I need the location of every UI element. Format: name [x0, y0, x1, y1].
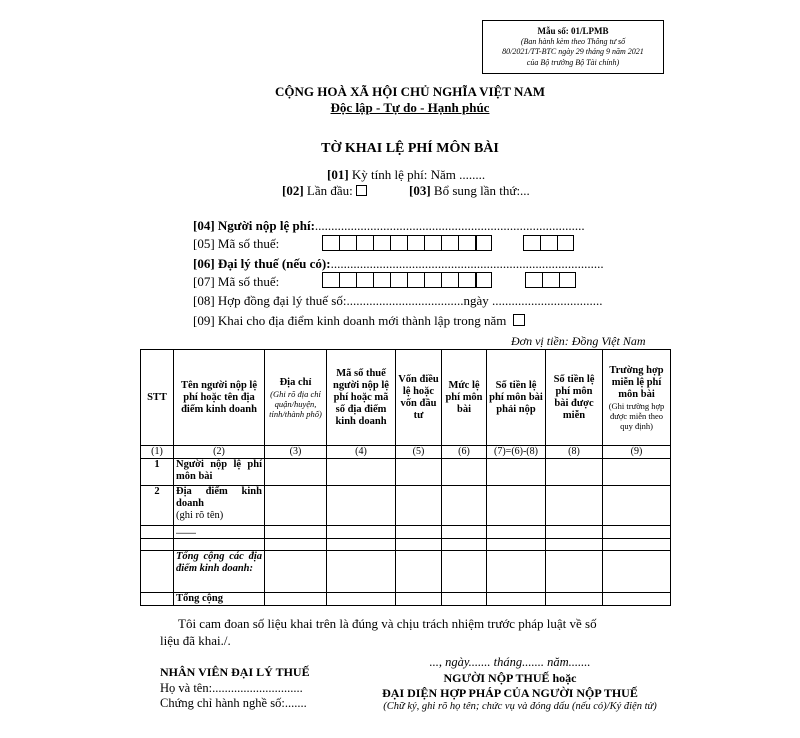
column-number: (7)=(6)-(8) [487, 446, 546, 459]
signer-title-1: NGƯỜI NỘP THUẾ hoặc [443, 671, 577, 685]
col-header-exempt-case-title: Trường hợp miễn lệ phí môn bài [609, 364, 664, 400]
digit-box[interactable] [441, 235, 458, 251]
table-cell[interactable] [265, 486, 327, 526]
col-header-fee-level: Mức lệ phí môn bài [442, 350, 487, 446]
table-cell[interactable] [265, 459, 327, 486]
declaration-text-2: liệu đã khai./. [160, 633, 231, 648]
table-cell[interactable] [487, 486, 546, 526]
table-cell[interactable] [546, 459, 603, 486]
field-03 [409, 183, 530, 199]
row-stt [141, 526, 174, 539]
table-cell[interactable] [265, 593, 327, 606]
field-04-label: [04] Người nộp lệ phí: [193, 218, 315, 233]
field-08[interactable]: [08] Hợp đồng đại lý thuế số:....................................ngày .................................. [193, 293, 603, 308]
agent-certificate[interactable]: Chứng chỉ hành nghề số:....... [160, 696, 307, 710]
form-code-box [482, 20, 664, 74]
digit-box[interactable] [424, 235, 441, 251]
field-02-code: [02] [282, 183, 304, 198]
motto-text: Độc lập - Tự do - Hạnh phúc [330, 100, 490, 115]
digit-box[interactable] [339, 235, 356, 251]
digit-box[interactable] [540, 235, 557, 251]
row-name-title: Địa điểm kinh doanh [176, 486, 262, 509]
table-row [141, 459, 671, 486]
digit-box[interactable] [523, 235, 540, 251]
table-cell[interactable] [603, 526, 671, 539]
field-03-text: Bổ sung lần thứ:... [433, 183, 530, 198]
table-cell[interactable] [327, 459, 396, 486]
table-cell[interactable] [487, 526, 546, 539]
table-cell[interactable] [546, 593, 603, 606]
digit-box[interactable] [557, 235, 574, 251]
table-cell[interactable] [265, 539, 327, 551]
table-cell[interactable] [603, 459, 671, 486]
field-09-label: [09] Khai cho địa điểm kinh doanh mới thành lập trong năm [193, 313, 507, 328]
digit-box[interactable] [407, 272, 424, 288]
digit-box[interactable] [424, 272, 441, 288]
digit-box[interactable] [356, 272, 373, 288]
table-cell[interactable] [327, 539, 396, 551]
agent-name[interactable]: Họ và tên:............................. [160, 681, 303, 695]
digit-box[interactable] [458, 235, 475, 251]
table-cell[interactable] [442, 486, 487, 526]
table-cell[interactable] [487, 539, 546, 551]
row-name: Người nộp lệ phí môn bài [174, 459, 265, 486]
new-location-checkbox[interactable] [513, 314, 525, 326]
field-04-input[interactable]: ................................................................................... [314, 218, 585, 233]
table-header-row [141, 350, 671, 446]
col-header-stt: STT [141, 350, 174, 446]
table-cell[interactable] [327, 526, 396, 539]
col-header-address-note: (Ghi rõ địa chỉ quận/huyện, tỉnh/thành phố) [269, 388, 322, 419]
agent-title: NHÂN VIÊN ĐẠI LÝ THUẾ [160, 665, 310, 679]
col-header-address-title: Địa chỉ [279, 376, 312, 388]
declaration-text: Tôi cam đoan số liệu khai trên là đúng và chịu trách nhiệm trước pháp luật về số [178, 616, 597, 631]
row-name: .......... [174, 526, 265, 539]
row-stt [141, 551, 174, 593]
row-stt: 2 [141, 486, 174, 526]
table-row [141, 486, 671, 526]
col-header-address [265, 350, 327, 446]
col-header-payable: Số tiền lệ phí môn bài phải nộp [487, 350, 546, 446]
table-row [141, 526, 671, 539]
field-01 [327, 167, 485, 183]
field-05-label: [05] Mã số thuế: [193, 236, 280, 251]
table-cell[interactable] [546, 486, 603, 526]
digit-box[interactable] [339, 272, 356, 288]
col-header-exempt-amount: Số tiền lệ phí môn bài được miễn [546, 350, 603, 446]
row-name [174, 486, 265, 526]
row-stt: 1 [141, 459, 174, 486]
national-title: CỘNG HOÀ XÃ HỘI CHỦ NGHĨA VIỆT NAM [274, 84, 546, 99]
form-code-note-2: 80/2021/TT-BTC ngày 29 tháng 9 năm 2021 [502, 47, 644, 56]
digit-box[interactable] [441, 272, 458, 288]
column-number: (3) [265, 446, 327, 459]
column-number: (2) [174, 446, 265, 459]
table-cell[interactable] [546, 539, 603, 551]
fee-table [140, 349, 671, 606]
col-header-tax-code: Mã số thuế người nộp lệ phí hoặc mã số địa điểm kinh doanh [327, 350, 396, 446]
field-06 [193, 256, 604, 272]
digit-box[interactable] [373, 272, 390, 288]
sign-date[interactable]: ..., ngày....... tháng....... năm....... [429, 655, 591, 669]
form-title: TỜ KHAI LỆ PHÍ MÔN BÀI [321, 141, 499, 156]
table-cell[interactable] [327, 551, 396, 593]
table-cell[interactable] [442, 551, 487, 593]
field-04 [193, 218, 585, 234]
digit-box[interactable] [356, 235, 373, 251]
table-cell[interactable] [603, 486, 671, 526]
national-motto [200, 100, 620, 116]
field-07-label: [07] Mã số thuế: [193, 274, 280, 289]
col-header-exempt-case [603, 350, 671, 446]
table-cell[interactable] [442, 459, 487, 486]
table-row [141, 593, 671, 606]
column-number: (4) [327, 446, 396, 459]
signer-note: (Chữ ký, ghi rõ họ tên; chức vụ và đóng dấu (nếu có)/Ký điện tử) [383, 701, 657, 712]
row-name-note: (ghi rõ tên) [176, 510, 224, 521]
field-03-code: [03] [409, 183, 431, 198]
table-cell[interactable] [396, 539, 442, 551]
table-cell[interactable] [546, 526, 603, 539]
table-cell[interactable] [396, 593, 442, 606]
column-number: (5) [396, 446, 442, 459]
field-01-text: Kỳ tính lệ phí: Năm ........ [351, 167, 486, 182]
table-cell[interactable] [603, 593, 671, 606]
table-cell[interactable] [265, 526, 327, 539]
row-name-subtotal: Tổng cộng các địa điểm kinh doanh: [174, 551, 265, 593]
field-02 [282, 183, 367, 199]
table-cell[interactable] [487, 459, 546, 486]
table-cell[interactable] [396, 486, 442, 526]
column-number: (1) [141, 446, 174, 459]
table-cell[interactable] [327, 593, 396, 606]
table-cell[interactable] [265, 551, 327, 593]
digit-box[interactable] [458, 272, 475, 288]
digit-box[interactable] [525, 272, 542, 288]
digit-box[interactable] [407, 235, 424, 251]
digit-box[interactable] [373, 235, 390, 251]
table-cell[interactable] [396, 551, 442, 593]
digit-box[interactable] [475, 235, 492, 251]
col-header-name: Tên người nộp lệ phí hoặc tên địa điểm kinh doanh [174, 350, 265, 446]
field-01-code: [01] [327, 167, 349, 182]
table-row [141, 539, 671, 551]
field-09 [193, 313, 525, 329]
table-cell[interactable] [487, 593, 546, 606]
digit-box[interactable] [322, 235, 339, 251]
table-cell[interactable] [603, 539, 671, 551]
form-code: Mẫu số: 01/LPMB [537, 26, 609, 36]
table-cell[interactable] [442, 526, 487, 539]
row-name [174, 539, 265, 551]
form-code-note-1: (Ban hành kèm theo Thông tư số [520, 36, 626, 46]
col-header-exempt-case-note: (Ghi trường hợp được miễn theo quy định) [608, 400, 665, 431]
currency-note: Đơn vị tiền: Đồng Việt Nam [511, 334, 646, 348]
row-name-total: Tổng cộng [174, 593, 265, 606]
tax-code-branch-boxes-07[interactable] [525, 272, 576, 288]
col-header-capital: Vốn điều lệ hoặc vốn đầu tư [396, 350, 442, 446]
table-cell[interactable] [327, 486, 396, 526]
tax-code-boxes-05[interactable] [322, 235, 492, 251]
digit-box[interactable] [322, 272, 339, 288]
table-row [141, 551, 671, 593]
digit-box[interactable] [559, 272, 576, 288]
digit-box[interactable] [542, 272, 559, 288]
form-code-note-3: của Bộ trưởng Bộ Tài chính) [526, 57, 620, 67]
table-cell[interactable] [603, 551, 671, 593]
field-02-text: Lần đầu: [306, 183, 353, 198]
tax-code-branch-boxes-05[interactable] [523, 235, 574, 251]
tax-code-boxes-07[interactable] [322, 272, 492, 288]
row-stt [141, 539, 174, 551]
table-cell[interactable] [487, 551, 546, 593]
table-cell[interactable] [442, 593, 487, 606]
table-column-number-row [141, 446, 671, 459]
signer-title-2: ĐẠI DIỆN HỢP PHÁP CỦA NGƯỜI NỘP THUẾ [382, 686, 638, 700]
digit-box[interactable] [390, 235, 407, 251]
column-number: (8) [546, 446, 603, 459]
digit-box[interactable] [475, 272, 492, 288]
table-cell[interactable] [396, 459, 442, 486]
row-stt [141, 593, 174, 606]
digit-box[interactable] [390, 272, 407, 288]
column-number: (9) [603, 446, 671, 459]
first-time-checkbox[interactable] [356, 185, 367, 196]
field-06-label: [06] Đại lý thuế (nếu có): [193, 256, 331, 271]
table-cell[interactable] [546, 551, 603, 593]
table-cell[interactable] [396, 526, 442, 539]
column-number: (6) [442, 446, 487, 459]
field-06-input[interactable]: .................................................................................... [330, 256, 604, 271]
table-cell[interactable] [442, 539, 487, 551]
